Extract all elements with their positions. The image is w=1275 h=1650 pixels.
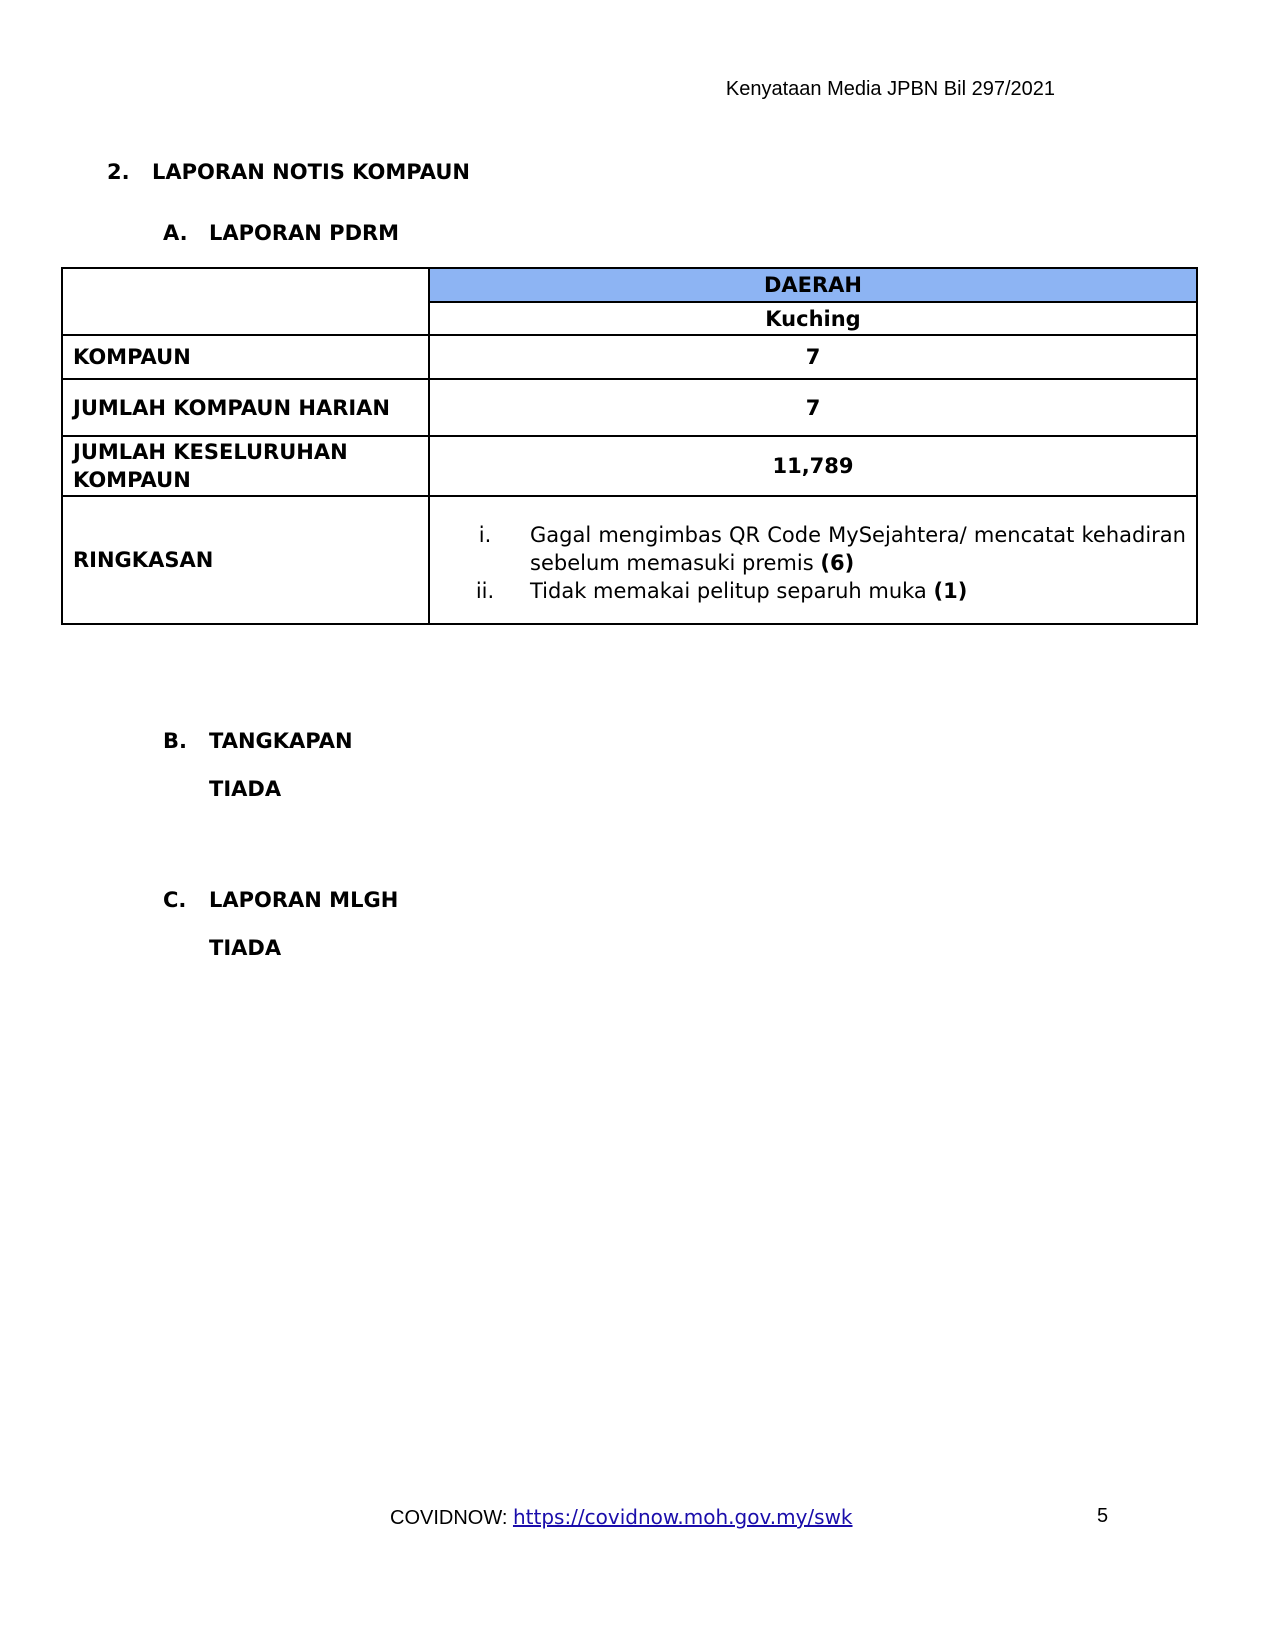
daerah-header: DAERAH (429, 268, 1197, 302)
item-count: (6) (820, 551, 855, 575)
empty-header-cell (62, 268, 429, 335)
row-label-ringkasan: RINGKASAN (62, 496, 429, 624)
document-reference: Kenyataan Media JPBN Bil 297/2021 (725, 78, 1055, 100)
subsection-b-content: TIADA (209, 777, 282, 801)
row-value-jumlah-keseluruhan: 11,789 (429, 436, 1197, 496)
summary-list (440, 503, 1186, 617)
subsection-a-heading (163, 221, 399, 245)
subsection-c-heading (163, 888, 398, 912)
label-line-1: JUMLAH KESELURUHAN (73, 440, 348, 464)
list-item-text (530, 577, 1186, 605)
row-label-kompaun: KOMPAUN (62, 335, 429, 379)
list-item (440, 521, 1186, 577)
summary-row (62, 496, 1197, 624)
list-marker: ii. (475, 579, 495, 603)
subsection-c-letter: C. (163, 888, 187, 912)
covidnow-link[interactable]: https://covidnow.moh.gov.my/swk (512, 1505, 853, 1529)
list-item-text (530, 521, 1186, 577)
summary-cell (429, 496, 1197, 624)
subsection-c-title: LAPORAN MLGH (209, 888, 399, 912)
row-value-kompaun: 7 (429, 335, 1197, 379)
table-row (62, 379, 1197, 436)
section-title: LAPORAN NOTIS KOMPAUN (152, 160, 470, 184)
page-number: 5 (1097, 1505, 1109, 1527)
district-name: Kuching (429, 302, 1197, 335)
row-label-jumlah-harian: JUMLAH KOMPAUN HARIAN (62, 379, 429, 436)
subsection-a-title: LAPORAN PDRM (209, 221, 400, 245)
list-item (440, 577, 1186, 605)
list-marker: i. (478, 523, 492, 547)
subsection-b-letter: B. (163, 729, 187, 753)
row-value-jumlah-harian: 7 (429, 379, 1197, 436)
footer-label: COVIDNOW: (390, 1507, 513, 1529)
label-line-2: KOMPAUN (73, 468, 191, 492)
subsection-c-content: TIADA (209, 936, 282, 960)
footer (390, 1505, 853, 1530)
table-header-row (62, 268, 1197, 302)
subsection-b-title: TANGKAPAN (209, 729, 353, 753)
item-description: Tidak memakai pelitup separuh muka (530, 579, 927, 603)
subsection-a-letter: A. (163, 221, 188, 245)
section-number: 2. (107, 160, 130, 184)
row-label-jumlah-keseluruhan (62, 436, 429, 496)
item-description: Gagal mengimbas QR Code MySejahtera/ mencatat kehadiran sebelum memasuki premis (530, 523, 1186, 575)
pdrm-report-table (61, 267, 1198, 625)
section-heading (107, 160, 470, 184)
table-row (62, 335, 1197, 379)
item-count: (1) (933, 579, 968, 603)
subsection-b-heading (163, 729, 353, 753)
table-row (62, 436, 1197, 496)
